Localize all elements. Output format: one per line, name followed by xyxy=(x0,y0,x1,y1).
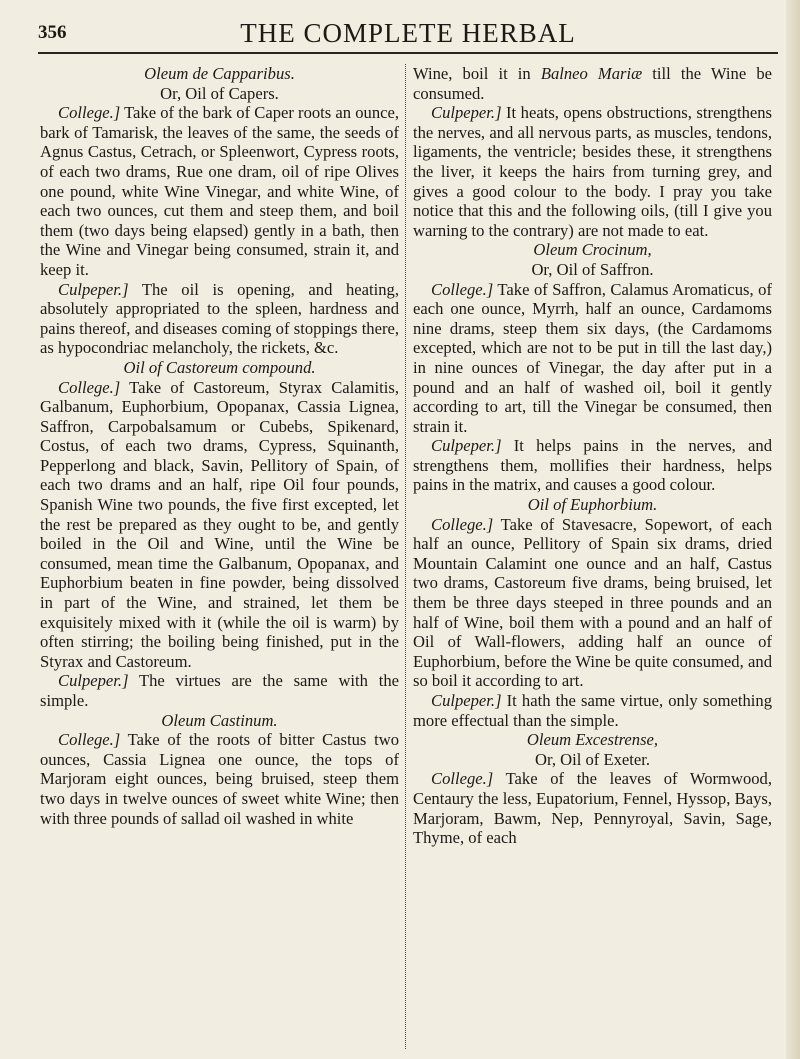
section-title: Oleum Castinum. xyxy=(161,710,278,730)
left-column xyxy=(40,64,399,828)
recipe-text-italic: Balneo Mariæ xyxy=(540,64,643,83)
recipe-text: Take of Saffron, Calamus Aromaticus, of each one ounce, Myrrh, half an ounce, Cardamoms nine drams, steep them six days, (the Cardamoms excepted, which are not to be put in till the last day,) in nine ounces of Vinegar, the day after put in a pound and an half of washed oil, boil it gently according to art, till the Vinegar be consumed, then strain it. xyxy=(413,279,772,436)
section-subtitle: Or, Oil of Capers. xyxy=(160,83,279,103)
culpeper-label: Culpeper.] xyxy=(58,279,129,299)
recipe-paragraph xyxy=(413,515,772,691)
recipe-text: Take of the bark of Caper roots an ounce, bark of Tamarisk, the leaves of the same, the seeds of Agnus Castus, Cetrach, or Spleenwort, Cypress roots, of each two drams, Rue one dram, oil of ripe Olives one pound, white Wine Vinegar, and white Wine, of each two ounces, cut them and steep them, and boil them (two days being elapsed) gently in a bath, then the Wine and Vinegar being consumed, strain it, and keep it. xyxy=(40,103,399,279)
recipe-text: Take of the roots of bitter Castus two ounces, Cassia Lignea one ounce, the tops of Marjoram eight ounces, being bruised, steep them two days in twelve ounces of sweet white Wine; then with three pounds of sallad oil washed in white xyxy=(40,730,399,828)
college-label: College.] xyxy=(431,514,494,534)
recipe-text: Take of the leaves of Wormwood, Centaury the less, Eupatorium, Fennel, Hyssop, Bays, Marjoram, Bawm, Nep, Pennyroyal, Savin, Sage, Thyme, of each xyxy=(413,769,772,848)
commentary-paragraph xyxy=(40,671,399,710)
text-columns xyxy=(40,64,778,1049)
right-column xyxy=(413,64,772,848)
culpeper-label: Culpeper.] xyxy=(431,691,502,710)
commentary-text: The virtues are the same with the simple. xyxy=(40,671,399,710)
commentary-text: The oil is opening, and heating, absolutely appropriated to the spleen, hardness and pains thereof, and diseases coming of stoppings there, as hypocondriac melancholy, the rickets, &c. xyxy=(40,279,399,358)
section-title: Oleum de Capparibus. xyxy=(144,64,295,83)
college-label: College.] xyxy=(58,103,121,123)
recipe-text: Take of Stavesacre, Sopewort, of each half an ounce, Pellitory of Spain six drams, dried Mountain Calamint one ounce and an half, Castus two drams, Castoreum five drams, being bruised, let them be three days steeped in three pounds and an half of Wine, boil them with a pound and an half of Oil of Wall-flowers, adding half an ounce of Euphorbium, before the Wine be quite consumed, and so boil it according to art. xyxy=(413,514,772,691)
recipe-text: Wine, boil it in xyxy=(413,64,541,83)
commentary-paragraph xyxy=(413,691,772,730)
section-subtitle: Or, Oil of Saffron. xyxy=(531,259,654,279)
commentary-text: It hath the same virtue, only something more effectual than the simple. xyxy=(413,691,772,730)
college-label: College.] xyxy=(58,730,121,750)
college-label: College.] xyxy=(431,279,494,299)
recipe-paragraph xyxy=(40,103,399,279)
page-header xyxy=(38,18,778,54)
commentary-text: It heats, opens obstructions, strengthens the nerves, and all nervous parts, as muscles, tendons, ligaments, the ventricle; besides these, it strengthens the liver, it keeps the hairs from turning grey, and gives a good colour to the body. I pray you take notice that this and the following oils, (till I give you warning to the contrary) are not made to eat. xyxy=(413,103,772,240)
page-edge xyxy=(786,0,800,1059)
recipe-paragraph xyxy=(40,730,399,828)
college-label: College.] xyxy=(431,769,494,789)
recipe-paragraph xyxy=(413,280,772,437)
commentary-text: It helps pains in the nerves, and strengthens them, mollifies their hardness, helps pains in the matrix, and causes a good colour. xyxy=(413,436,772,495)
commentary-paragraph xyxy=(413,103,772,240)
section-title: Oleum Crocinum, xyxy=(533,240,652,260)
recipe-text: till the Wine be consumed. xyxy=(413,64,772,103)
culpeper-label: Culpeper.] xyxy=(58,671,129,691)
column-divider xyxy=(405,64,406,1049)
college-label: College.] xyxy=(58,377,121,397)
running-title: THE COMPLETE HERBAL xyxy=(240,18,576,48)
recipe-paragraph xyxy=(40,378,399,672)
culpeper-label: Culpeper.] xyxy=(431,103,502,123)
recipe-text: Take of Castoreum, Styrax Calamitis, Galbanum, Euphorbium, Opopanax, Cassia Lignea, Saffron, Carpobalsamum or Cubebs, Spikenard, Costus, of each two drams, Cypress, Squinanth, Pepperlong and black, Savin, Pellitory of Spain, of each two drams and an half, ripe Oil four pounds, Spanish Wine two pounds, the five first excepted, let the rest be prepared as they ought to be, and gently boiled in the Oil and Wine, until the Wine be consumed, mean time the Galbanum, Opopanax, and Euphorbium beaten in fine powder, being dissolved in part of the Wine, and strained, let them be exquisitely mixed with it (while the oil is warm) by often stirring; the boiling being finished, put in the Styrax and Castoreum. xyxy=(40,377,399,671)
section-subtitle: Or, Oil of Exeter. xyxy=(535,749,650,769)
commentary-paragraph xyxy=(413,436,772,495)
section-title: Oil of Castoreum compound. xyxy=(123,357,316,377)
recipe-paragraph xyxy=(413,769,772,847)
section-title: Oil of Euphorbium. xyxy=(527,495,658,515)
section-title: Oleum Excestrense, xyxy=(526,730,659,750)
continued-paragraph xyxy=(413,64,772,103)
page-number: 356 xyxy=(38,22,67,43)
commentary-paragraph xyxy=(40,280,399,358)
culpeper-label: Culpeper.] xyxy=(431,436,502,456)
